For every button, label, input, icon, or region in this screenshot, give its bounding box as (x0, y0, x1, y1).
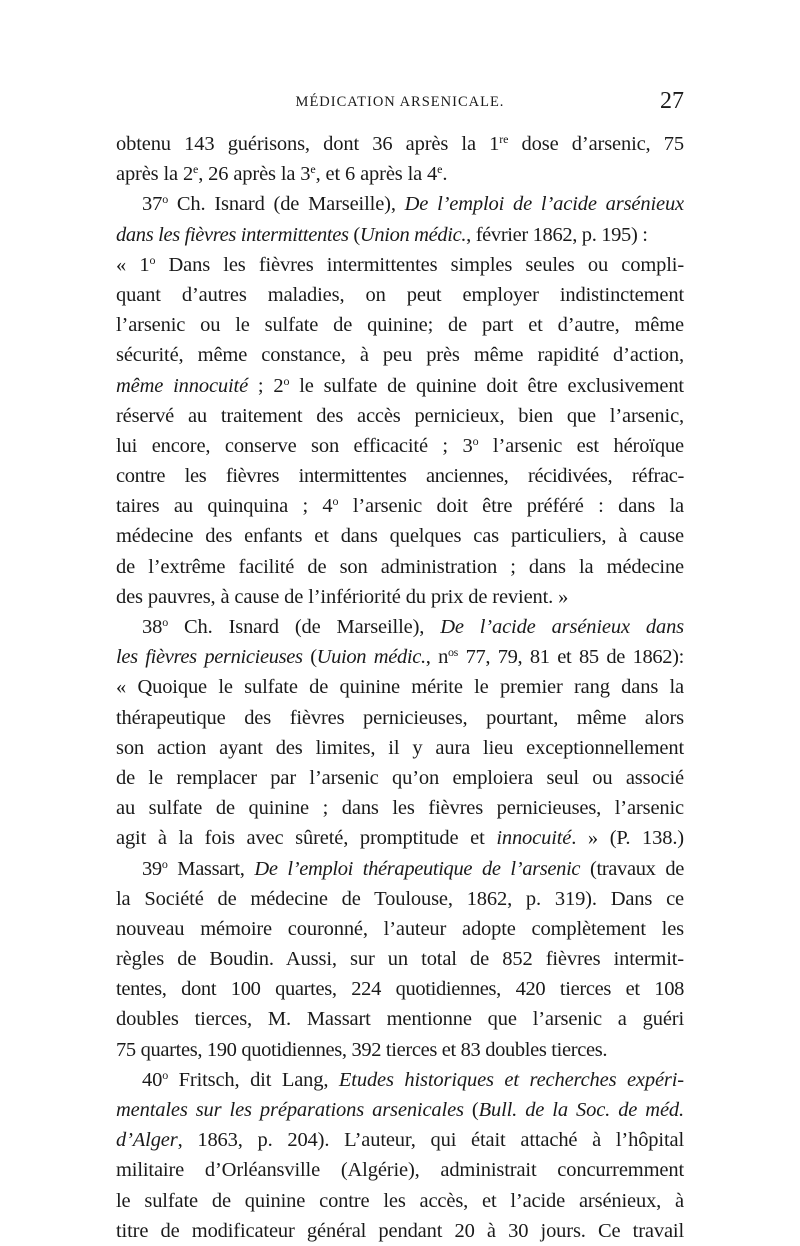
text-run: réservé au traitement des accès pernicieux, bien que l’arsenic, (116, 404, 684, 427)
italic-text: d’Alger (116, 1129, 178, 1152)
text-run: contre les fièvres intermittentes anciennes, récidivées, réfrac- (116, 465, 684, 488)
text-line (116, 914, 684, 944)
text-run: , n (425, 646, 448, 669)
italic-text: De l’emploi de l’acide arsénieux (404, 193, 684, 216)
text-run: obtenu 143 guérisons, dont 36 après la 1 (116, 133, 500, 155)
text-run: règles de Boudin. Aussi, sur un total de 852 fièvres intermit- (116, 948, 684, 971)
italic-text: De l’acide arsénieux dans (440, 616, 685, 638)
italic-text: même innocuité (116, 374, 249, 397)
text-run: , 26 après la 3 (198, 163, 311, 186)
superscript: o (162, 615, 169, 629)
italic-text: Union médic. (359, 223, 467, 246)
text-run: des pauvres, à cause de l’infériorité du prix de revient. » (116, 585, 569, 608)
text-run: dose d’arsenic, 75 (508, 133, 684, 155)
superscript: e (310, 162, 316, 177)
text-line (116, 703, 684, 733)
text-run: 77, 79, 81 et 85 de 1862): (457, 646, 684, 669)
text-run: quant d’autres maladies, on peut employer indistinctement (116, 283, 684, 306)
text-run: de le remplacer par l’arsenic qu’on emploiera seul ou associé (116, 766, 684, 789)
italic-text: dans les fièvres intermittentes (116, 223, 349, 246)
text-run: « 1 (116, 253, 150, 276)
italic-text: innocuité (496, 827, 572, 850)
text-run: la Société de médecine de Toulouse, 1862, p. 319). Dans ce (116, 887, 684, 910)
text-line (116, 1065, 684, 1095)
text-run: militaire d’Orléansville (Algérie), administrait concurremment (116, 1159, 684, 1182)
text-line (116, 854, 684, 884)
text-run: de l’extrême facilité de son administration ; dans la médecine (116, 555, 684, 578)
page-header (116, 88, 684, 124)
text-line (116, 612, 684, 642)
superscript: o (472, 433, 479, 448)
text-line (116, 189, 684, 219)
text-run: « Quoique le sulfate de quinine mérite le premier rang dans la (116, 676, 684, 699)
text-line (116, 1125, 684, 1155)
text-line (116, 371, 684, 401)
text-line (116, 1095, 684, 1125)
superscript: os (448, 645, 458, 660)
text-run: au sulfate de quinine ; dans les fièvres pernicieuses, l’arsenic (116, 797, 684, 820)
text-run: , 1863, p. 204). L’auteur, qui était attaché à l’hôpital (177, 1129, 684, 1152)
text-run: thérapeutique des fièvres pernicieuses, pourtant, même alors (116, 706, 684, 729)
text-run: taires au quinquina ; 4 (116, 495, 333, 518)
text-line (116, 884, 684, 914)
text-run: ( (302, 646, 317, 669)
text-line (116, 582, 684, 612)
text-run: l’arsenic doit être préféré : dans la (338, 495, 684, 518)
superscript: e (437, 162, 443, 177)
text-line (116, 793, 684, 823)
text-run: . (442, 163, 448, 186)
text-run: 37 (142, 193, 163, 216)
running-head: MÉDICATION ARSENICALE. (295, 94, 505, 110)
text-run: Dans les fièvres intermittentes simples seules ou compli- (155, 253, 684, 276)
superscript: o (332, 494, 339, 509)
text-line (116, 1216, 684, 1246)
text-run: 40 (142, 1068, 163, 1091)
text-run: son action ayant des limites, il y aura lieu exceptionnellement (116, 736, 684, 759)
text-run: ( (348, 223, 360, 246)
text-line (116, 1155, 684, 1185)
text-run: tentes, dont 100 quartes, 224 quotidiennes, 420 tierces et 108 (116, 978, 684, 1001)
text-line (116, 220, 684, 250)
text-run: doubles tierces, M. Massart mentionne que l’arsenic a guéri (116, 1008, 684, 1031)
text-run: le sulfate de quinine doit être exclusivement (289, 374, 684, 397)
text-line (116, 823, 684, 853)
text-line (116, 431, 684, 461)
text-line (116, 1004, 684, 1034)
text-line (116, 1186, 684, 1216)
text-line (116, 340, 684, 370)
text-run: Fritsch, dit Lang, (168, 1068, 339, 1091)
text-line (116, 672, 684, 702)
text-line (116, 642, 684, 672)
text-line (116, 401, 684, 431)
text-line (116, 159, 684, 189)
text-line (116, 250, 684, 280)
text-run: . » (P. 138.) (571, 827, 684, 850)
italic-text: les fièvres pernicieuses (116, 646, 303, 669)
superscript: o (162, 1067, 169, 1082)
text-line (116, 974, 684, 1004)
text-run: le sulfate de quinine contre les accès, et l’acide arsénieux, à (116, 1189, 684, 1212)
italic-text: De l’emploi thérapeutique de l’arsenic (254, 857, 581, 880)
body-text (116, 129, 684, 1246)
text-run: médecine des enfants et dans quelques cas particuliers, à cause (116, 525, 684, 548)
text-run: , et 6 après la 4 (315, 163, 438, 186)
superscript: e (193, 162, 199, 177)
text-line (116, 129, 684, 159)
text-run: (travaux de (580, 857, 685, 880)
text-line (116, 733, 684, 763)
text-run: lui encore, conserve son efficacité ; 3 (116, 434, 473, 457)
page-number: 27 (660, 88, 684, 114)
superscript: o (283, 373, 290, 388)
text-run: Ch. Isnard (de Marseille), (168, 616, 441, 638)
text-run: après la 2 (116, 163, 194, 186)
text-line (116, 310, 684, 340)
text-run: agit à la fois avec sûreté, promptitude et (116, 827, 497, 850)
text-run: l’arsenic ou le sulfate de quinine; de part et d’autre, même (116, 314, 684, 337)
superscript: o (161, 856, 168, 871)
text-run: , février 1862, p. 195) : (466, 223, 648, 246)
italic-text: Uuion médic. (316, 646, 426, 669)
text-run: 38 (142, 616, 163, 638)
text-run: 75 quartes, 190 quotidiennes, 392 tierces et 83 doubles tierces. (116, 1038, 608, 1061)
text-line (116, 552, 684, 582)
text-run: ; 2 (248, 374, 284, 397)
text-line (116, 763, 684, 793)
text-run: 39 (142, 857, 162, 880)
text-line (116, 491, 684, 521)
superscript: re (499, 132, 509, 146)
text-line (116, 1035, 684, 1065)
text-run: Ch. Isnard (de Marseille), (168, 193, 405, 216)
text-run: l’arsenic est héroïque (478, 434, 684, 457)
italic-text: Etudes historiques et recherches expéri- (338, 1068, 684, 1091)
text-line (116, 521, 684, 551)
superscript: o (149, 252, 156, 267)
text-line (116, 280, 684, 310)
text-line (116, 461, 684, 491)
superscript: o (162, 192, 169, 207)
text-run: titre de modificateur général pendant 20 à 30 jours. Ce travail (116, 1219, 684, 1242)
text-line (116, 944, 684, 974)
text-run: nouveau mémoire couronné, l’auteur adopte complètement les (116, 917, 684, 940)
italic-text: Bull. de la Soc. de méd. (478, 1099, 684, 1121)
text-run: ( (463, 1099, 479, 1121)
italic-text: mentales sur les préparations arsenicales (116, 1099, 464, 1121)
text-run: sécurité, même constance, à peu près même rapidité d’action, (116, 344, 684, 367)
text-run: Massart, (167, 857, 255, 880)
